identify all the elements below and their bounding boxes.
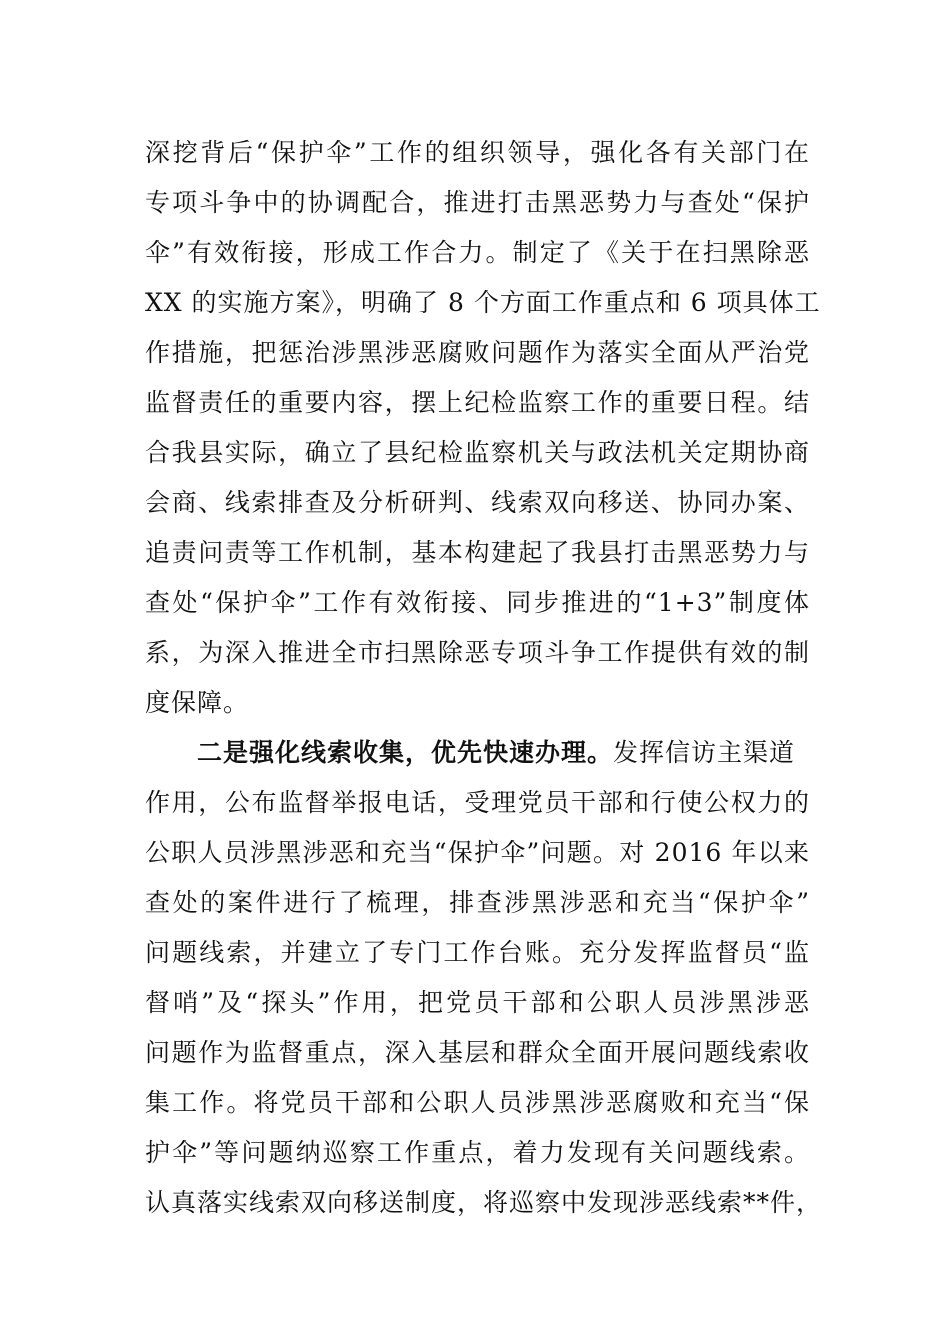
- paragraph-1-line: 度保障。: [145, 688, 250, 717]
- paragraph-1-line: 专项斗争中的协调配合，推进打击黑恶势力与查处“保护: [145, 188, 810, 217]
- paragraph-2-line: 护伞”等问题纳巡察工作重点，着力发现有关问题线索。: [145, 1138, 810, 1167]
- paragraph-2-line: 问题作为监督重点，深入基层和群众全面开展问题线索收: [145, 1038, 810, 1067]
- paragraph-1-line: 伞”有效衔接，形成工作合力。制定了《关于在扫黑除恶: [145, 238, 810, 267]
- paragraph-2-line: 集工作。将党员干部和公职人员涉黑涉恶腐败和充当“保: [145, 1088, 810, 1117]
- paragraph-1-line: 作措施，把惩治涉黑涉恶腐败问题作为落实全面从严治党: [145, 338, 810, 367]
- paragraph-2-line: 查处的案件进行了梳理，排查涉黑涉恶和充当“保护伞”: [145, 888, 810, 917]
- paragraph-1-line: 深挖背后“保护伞”工作的组织领导，强化各有关部门在: [145, 138, 810, 167]
- paragraph-1-line: 监督责任的重要内容，摆上纪检监察工作的重要日程。结: [145, 388, 810, 417]
- paragraph-1-line: 合我县实际，确立了县纪检监察机关与政法机关定期协商: [145, 438, 810, 467]
- paragraph-1-line: 查处“保护伞”工作有效衔接、同步推进的“1+3”制度体: [145, 588, 810, 617]
- paragraph-2-first-line: [145, 728, 810, 778]
- paragraph-1-line: 会商、线索排查及分析研判、线索双向移送、协同办案、: [145, 488, 810, 517]
- paragraph-2-heading: 二是强化线索收集，优先快速办理。: [197, 738, 614, 767]
- paragraph-2-first-line-text: 发挥信访主渠道: [613, 738, 796, 767]
- paragraph-2-line: 认真落实线索双向移送制度，将巡察中发现涉恶线索**件，: [145, 1188, 823, 1217]
- paragraph-2-line: 作用，公布监督举报电话，受理党员干部和行使公权力的: [145, 788, 810, 817]
- paragraph-2-line: 问题线索，并建立了专门工作台账。充分发挥监督员“监: [145, 938, 810, 967]
- paragraph-2-line: 督哨”及“探头”作用，把党员干部和公职人员涉黑涉恶: [145, 988, 810, 1017]
- paragraph-1: [145, 128, 821, 728]
- paragraph-2: [145, 728, 823, 1228]
- paragraph-1-line: 追责问责等工作机制，基本构建起了我县打击黑恶势力与: [145, 538, 810, 567]
- paragraph-1-line: 系，为深入推进全市扫黑除恶专项斗争工作提供有效的制: [145, 638, 810, 667]
- paragraph-1-line: XX 的实施方案》，明确了 8 个方面工作重点和 6 项具体工: [145, 288, 821, 317]
- paragraph-2-line: 公职人员涉黑涉恶和充当“保护伞”问题。对 2016 年以来: [145, 838, 810, 867]
